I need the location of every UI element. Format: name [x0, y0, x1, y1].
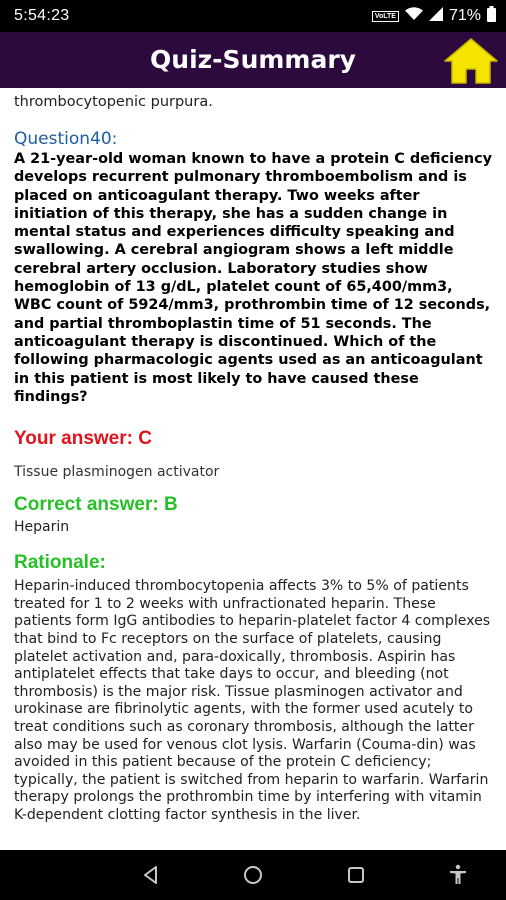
- correct-answer-label: Correct answer: B: [14, 494, 178, 516]
- previous-answer-tail: thrombocytopenic purpura.: [14, 94, 213, 110]
- question-text: A 21-year-old woman known to have a protein C deficiency develops recurrent pulmonary thromboembolism and is placed on anticoagulant therapy. Two weeks after initiation of this therapy, she has a sudden change in mental status and experiences difficulty speaking and swallowing. A cerebral angiogram shows a left middle cerebral artery occlusion. Laboratory studies show hemoglobin of 13 g/dL, platelet count of 65,400/mm3, WBC count of 5924/mm3, prothrombin time of 12 seconds, and partial thromboplastin time of 51 seconds. The anticoagulant therapy is discontinued. Which of the following pharmacologic agents used as an anticoagulant in this patient is most likely to have caused these findings?: [14, 151, 492, 405]
- recents-button[interactable]: [344, 863, 368, 887]
- correct-answer-text: Heparin: [14, 519, 70, 536]
- home-nav-button[interactable]: [241, 863, 265, 887]
- app-bar: [0, 32, 506, 88]
- accessibility-button[interactable]: [446, 863, 470, 887]
- your-answer-label: Your answer: C: [14, 428, 152, 450]
- wifi-icon: [405, 7, 423, 26]
- rationale-label: Rationale:: [14, 552, 106, 574]
- accessibility-icon: [446, 863, 470, 887]
- page-title: Quiz-Summary: [150, 45, 356, 74]
- recents-icon: [344, 863, 368, 887]
- volte-badge: VoLTE: [372, 11, 399, 22]
- summary-content[interactable]: [0, 88, 506, 850]
- home-circle-icon: [241, 863, 265, 887]
- battery-percent: 71%: [448, 7, 481, 24]
- battery-icon: [487, 6, 496, 27]
- status-icons: [372, 6, 496, 27]
- status-time: 5:54:23: [14, 7, 70, 24]
- home-button[interactable]: [442, 36, 500, 86]
- navigation-bar: [0, 850, 506, 900]
- back-button[interactable]: [139, 863, 163, 887]
- your-answer-text: Tissue plasminogen activator: [14, 464, 220, 481]
- signal-icon: [429, 7, 443, 26]
- status-bar: [0, 0, 506, 32]
- home-icon: [442, 36, 500, 86]
- rationale-text: Heparin-induced thrombocytopenia affects 3% to 5% of patients treated for 1 to 2 weeks with unfractionated heparin. These patients form IgG antibodies to heparin-platelet factor 4 complexes that bind to Fc receptors on the surface of platelets, causing platelet activation and, para-doxically, thrombosis. Aspirin has antiplatelet effects that take days to occur, and bleeding (not thrombosis) is the major risk. Tissue plasminogen activator and urokinase are fibrinolytic agents, with the former used acutely to treat conditions such as coronary thrombosis, although the latter also may be used for venous clot lysis. Warfarin (Couma-din) was avoided in this patient because of the protein C deficiency; typically, the patient is switched from heparin to warfarin. Warfarin therapy prolongs the prothrombin time by interfering with vitamin K-dependent clotting factor synthesis in the liver.: [14, 578, 491, 823]
- question-number: Question40:: [14, 129, 118, 149]
- back-icon: [139, 863, 163, 887]
